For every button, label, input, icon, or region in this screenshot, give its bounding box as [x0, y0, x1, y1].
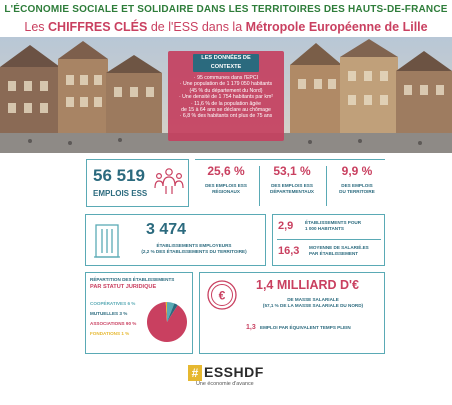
legend-value: 1 %	[121, 331, 130, 336]
pct-regional-value: 25,6 %	[207, 164, 245, 178]
legend-label: COOPÉRATIVES	[90, 301, 127, 306]
repartition-pie-chart	[144, 299, 190, 345]
etablissements-label-b: (2,2 % DES ÉTABLISSEMENTS DU TERRITOIRE)	[141, 249, 247, 254]
subtitle-bold: CHIFFRES CLÉS	[48, 20, 148, 34]
subtitle-bold2: Métropole Européenne de Lille	[245, 20, 428, 34]
legend-label: FONDATIONS	[90, 331, 121, 336]
building-icon	[92, 221, 122, 259]
context-line: · Une population de 1 179 050 habitants	[179, 81, 273, 88]
ratio-habitants-label-a: ÉTABLISSEMENTS POUR	[305, 220, 362, 225]
masse-label-a: DE MASSE SALARIALE	[287, 297, 339, 302]
emploi-etp-value: 1,3	[246, 324, 256, 331]
pct-regional-label	[195, 183, 257, 195]
pct-territoire-label-b: DU TERRITOIRE	[339, 189, 375, 194]
context-box	[168, 51, 284, 141]
legend-label: ASSOCIATIONS	[90, 321, 125, 326]
context-line: · 11,6 % de la population âgée	[191, 100, 261, 107]
emplois-box	[86, 159, 189, 207]
pct-departemental-label	[260, 183, 324, 195]
masse-label-b: (57,1 % DE LA MASSE SALARIALE DU NORD)	[262, 303, 364, 308]
legend-item-mut	[90, 309, 146, 319]
logo-hash-mark: #	[188, 365, 202, 381]
etablissements-value: 3 474	[146, 221, 187, 238]
context-line: de 15 à 64 ans se déclare au chômage	[181, 107, 271, 114]
context-line: (45 % du département du Nord)	[189, 87, 263, 94]
esshdf-logo	[188, 364, 268, 386]
page-subtitle	[0, 20, 452, 34]
emplois-label: EMPLOIS ESS	[93, 189, 148, 198]
ratio-salaries-value: 16,3	[278, 245, 300, 257]
emplois-value: 56 519	[93, 166, 145, 185]
masse-label	[244, 297, 382, 309]
ratio-salaries-label	[309, 245, 383, 257]
ratios-box	[272, 214, 385, 266]
repartition-box	[85, 272, 193, 354]
etablissements-label	[124, 243, 264, 255]
legend-item-fond	[90, 329, 146, 339]
legend-value: 3 %	[119, 311, 128, 316]
repartition-legend	[90, 299, 146, 339]
masse-salariale-box	[199, 272, 385, 354]
ratio-salaries-label-a: MOYENNE DE SALARIÉ.ES	[309, 245, 369, 250]
pct-territoire-label-a: DES EMPLOIS	[341, 183, 373, 188]
pct-departemental-label-b: DÉPARTEMENTAUX	[270, 189, 314, 194]
context-heading: LES DONNÉES DE CONTEXTE	[193, 54, 259, 72]
pct-departemental-value: 53,1 %	[273, 164, 311, 178]
repartition-title-a: RÉPARTITION DES ÉTABLISSEMENTS	[90, 277, 175, 282]
people-icon	[153, 166, 185, 196]
repartition-title-b: PAR STATUT JURIDIQUE	[90, 284, 157, 290]
context-line: · Une densité de 1 754 habitants par km²	[178, 94, 273, 101]
context-line: · 6,8 % des habitants ont plus de 75 ans	[179, 113, 273, 120]
pct-regional-label-b: RÉGIONAUX	[212, 189, 240, 194]
pct-departemental-label-a: DES EMPLOIS ESS	[271, 183, 313, 188]
euro-coin-icon	[206, 279, 238, 311]
subtitle-pre: Les	[24, 20, 49, 34]
legend-value: 6 %	[127, 301, 136, 306]
ratio-salaries-label-b: PAR ÉTABLISSEMENT	[309, 251, 359, 256]
svg-text:€: €	[218, 288, 226, 303]
divider	[277, 239, 381, 240]
etablissements-label-a: ÉTABLISSEMENTS EMPLOYEURS	[156, 243, 232, 248]
legend-value: 90 %	[125, 321, 137, 326]
ratio-habitants-value: 2,9	[278, 220, 294, 232]
pct-regional-label-a: DES EMPLOIS ESS	[205, 183, 247, 188]
ratio-habitants-label	[305, 220, 383, 232]
row1-divider-top	[195, 159, 385, 160]
legend-item-coop	[90, 299, 146, 309]
subtitle-mid: de l'ESS dans la	[147, 20, 246, 34]
pct-territoire-value: 9,9 %	[341, 164, 373, 178]
logo-tagline: Une économie d'avance	[196, 381, 254, 387]
etablissements-box	[85, 214, 266, 266]
pct-territoire-label	[327, 183, 387, 195]
logo-name: ESSHDF	[204, 364, 264, 380]
page-title: L'ÉCONOMIE SOCIALE ET SOLIDAIRE DANS LES TERRITOIRES DES HAUTS-DE-FRANCE	[4, 4, 448, 15]
emploi-etp-label: EMPLOI PAR ÉQUIVALENT TEMPS PLEIN	[260, 325, 351, 330]
masse-value: 1,4 MILLIARD D'€	[256, 278, 359, 292]
context-line: · 95 communes dans l'EPCI	[193, 75, 259, 81]
legend-item-asso	[90, 319, 146, 329]
legend-label: MUTUELLES	[90, 311, 119, 316]
ratio-habitants-label-b: 1 000 HABITANTS	[305, 226, 344, 231]
